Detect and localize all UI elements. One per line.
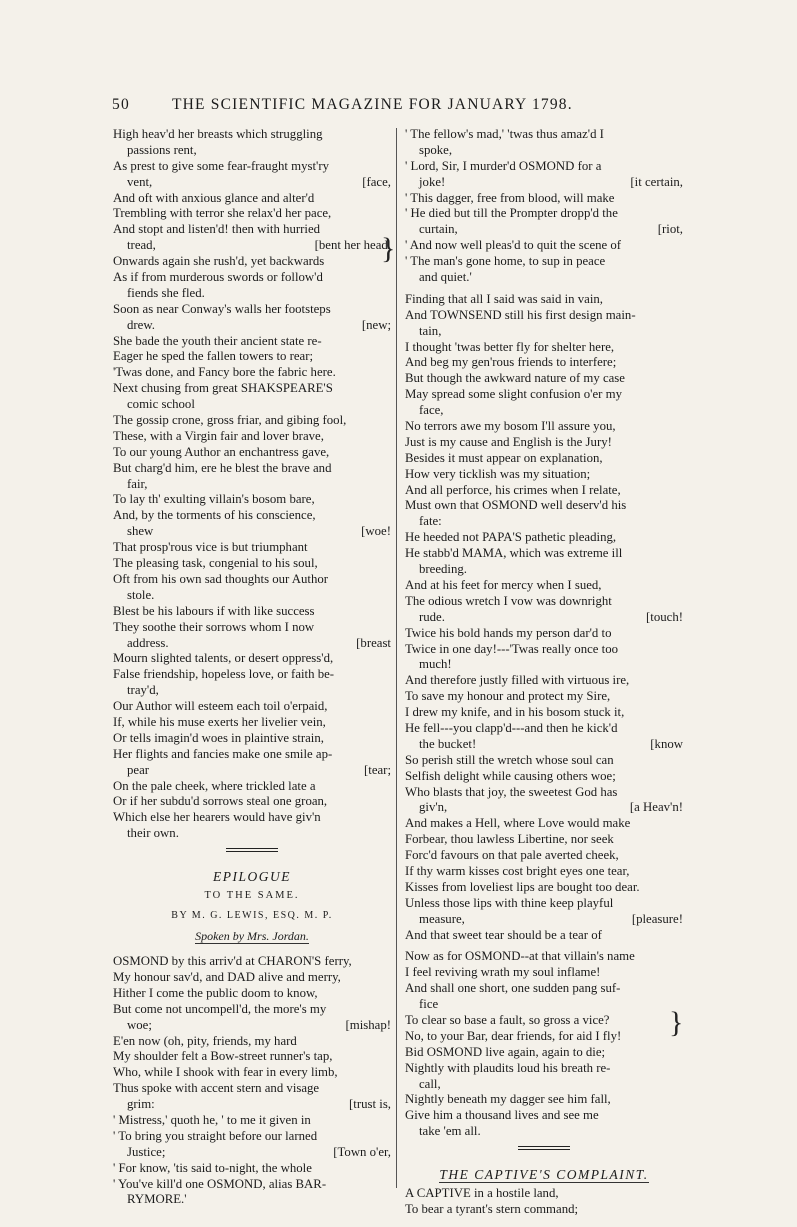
verse-line (113, 572, 391, 588)
verse-line (113, 159, 391, 175)
verse-text: and quiet.' (419, 270, 472, 285)
verse-line (113, 604, 391, 620)
verse-text: Trembling with terror she relax'd her pace, (113, 206, 332, 221)
verse-text: And all perforce, his crimes when I relate, (405, 482, 621, 497)
verse-text: ' He died but till the Prompter dropp'd the (405, 206, 618, 221)
verse-text: And makes a Hell, where Love would make (405, 816, 631, 831)
verse-line (113, 286, 391, 302)
verse-line (405, 498, 683, 514)
verse-line (405, 997, 683, 1013)
verse-line (405, 642, 683, 658)
verse-text: tread, (127, 238, 156, 253)
verse-line (405, 928, 683, 944)
verse-line (113, 1129, 391, 1145)
verse-line (405, 753, 683, 769)
verse-text: A CAPTIVE in a hostile land, (405, 1186, 559, 1201)
verse-turnover: [tear; (364, 762, 391, 777)
epilogue-spoken-by: Spoken by Mrs. Jordan. (195, 929, 309, 944)
verse-text: Selfish delight while causing others woe; (405, 768, 616, 783)
verse-line (405, 467, 683, 483)
verse-text: Forbear, thou lawless Libertine, nor seek (405, 832, 614, 847)
verse-line (113, 302, 391, 318)
verse-line (113, 667, 391, 683)
verse-line (113, 429, 391, 445)
verse-text: Unless those lips with thine keep playful (405, 895, 614, 910)
verse-line (113, 492, 391, 508)
verse-line (405, 1186, 683, 1202)
verse-line (405, 769, 683, 785)
verse-line (113, 238, 391, 254)
verse-line (405, 435, 683, 451)
verse-text: fair, (127, 476, 148, 491)
verse-line (405, 1029, 683, 1045)
verse-text: pear (127, 762, 150, 777)
verse-line (405, 451, 683, 467)
verse-line (405, 159, 683, 175)
verse-line (113, 1018, 391, 1034)
verse-text: And at his feet for mercy when I sued, (405, 577, 602, 592)
verse-line (405, 371, 683, 387)
verse-line (405, 1061, 683, 1077)
verse-line (405, 785, 683, 801)
verse-text: Thus spoke with accent stern and visage (113, 1081, 320, 1096)
verse-line (405, 546, 683, 562)
verse-line (113, 1049, 391, 1065)
epilogue-continued-narrative (405, 292, 683, 944)
verse-text: To lay th' exulting villain's bosom bare, (113, 492, 315, 507)
verse-line (405, 848, 683, 864)
verse-text: And oft with anxious glance and alter'd (113, 190, 315, 205)
verse-text: If thy warm kisses cost bright eyes one tear, (405, 863, 630, 878)
verse-text: That prosp'rous vice is but triumphant (113, 540, 308, 555)
verse-text: I feel reviving wrath my soul inflame! (405, 965, 601, 980)
verse-line (405, 355, 683, 371)
verse-text: Just is my cause and English is the Jury! (405, 434, 612, 449)
epilogue-poem (113, 954, 391, 1208)
verse-line (113, 651, 391, 667)
verse-text: ' You've kill'd one OSMOND, alias BAR- (113, 1176, 327, 1191)
verse-line (405, 127, 683, 143)
verse-text: Blest be his labours if with like success (113, 603, 315, 618)
verse-line (113, 1145, 391, 1161)
verse-line (405, 1124, 683, 1140)
verse-line (405, 981, 683, 997)
verse-line (405, 705, 683, 721)
verse-text: Who blasts that joy, the sweetest God has (405, 784, 618, 799)
column-divider (396, 128, 397, 1188)
verse-line (113, 365, 391, 381)
verse-text: fate: (419, 514, 442, 529)
verse-text: ' The man's gone home, to sup in peace (405, 254, 606, 269)
verse-text: Or tells imagin'd woes in plaintive strain, (113, 730, 324, 745)
verse-text: woe; (127, 1017, 152, 1032)
section-rule-2 (405, 1146, 683, 1160)
verse-line (405, 1013, 683, 1029)
verse-text: Eager he sped the fallen towers to rear; (113, 349, 314, 364)
brace-mark-right: } (669, 1006, 684, 1039)
verse-text: So perish still the wretch whose soul can (405, 752, 614, 767)
verse-text: OSMOND by this arriv'd at CHARON'S ferry, (113, 954, 352, 969)
verse-text: comic school (127, 397, 195, 412)
verse-text: ' Mistress,' quoth he, ' to me it given in (113, 1112, 311, 1127)
verse-line (113, 1097, 391, 1113)
running-title: THE SCIENTIFIC MAGAZINE FOR JANUARY 1798. (172, 96, 573, 113)
verse-line (113, 731, 391, 747)
verse-line (405, 1092, 683, 1108)
verse-line (405, 610, 683, 626)
verse-line (113, 445, 391, 461)
verse-line (113, 699, 391, 715)
epilogue-conclusion (405, 949, 683, 1140)
verse-line (405, 594, 683, 610)
verse-text: take 'em all. (419, 1124, 481, 1139)
verse-line (113, 556, 391, 572)
verse-text: High heav'd her breasts which struggling (113, 127, 323, 141)
verse-text: My honour sav'd, and DAD alive and merry, (113, 969, 341, 984)
verse-line (113, 222, 391, 238)
verse-line (405, 832, 683, 848)
verse-text: Twice in one day!---'Twas really once too (405, 641, 618, 656)
verse-text: call, (419, 1076, 441, 1091)
verse-line (405, 387, 683, 403)
verse-line (113, 143, 391, 159)
verse-text: Our Author will esteem each toil o'erpaid, (113, 699, 328, 714)
verse-text: No, to your Bar, dear friends, for aid I fly! (405, 1028, 622, 1043)
verse-turnover: [face, (362, 174, 391, 189)
verse-turnover: [new; (361, 317, 391, 332)
verse-turnover: [mishap! (345, 1017, 391, 1032)
verse-line (405, 949, 683, 965)
verse-line (405, 1202, 683, 1218)
verse-line (113, 349, 391, 365)
verse-text: fice (419, 997, 439, 1012)
verse-line (405, 324, 683, 340)
verse-text: The pleasing task, congenial to his soul, (113, 556, 318, 571)
verse-line (405, 530, 683, 546)
verse-line (113, 810, 391, 826)
verse-line (113, 524, 391, 540)
verse-turnover: [bent her head, (314, 238, 391, 253)
verse-line (405, 626, 683, 642)
verse-text: fiends she fled. (127, 285, 205, 300)
verse-text: But though the awkward nature of my case (405, 371, 625, 386)
verse-text: These, with a Virgin fair and lover brave, (113, 428, 324, 443)
verse-text: Nightly with plaudits loud his breath re- (405, 1060, 611, 1075)
verse-text: And shall one short, one sudden pang suf- (405, 981, 621, 996)
verse-line (405, 689, 683, 705)
verse-line (405, 880, 683, 896)
verse-text: rude. (419, 609, 445, 624)
verse-text: face, (419, 403, 444, 418)
verse-text: Her flights and fancies make one smile ap- (113, 746, 333, 761)
section-rule (113, 848, 391, 862)
verse-text: I drew my knife, and in his bosom stuck it, (405, 705, 625, 720)
verse-line (405, 238, 683, 254)
verse-line (405, 308, 683, 324)
verse-line (405, 143, 683, 159)
verse-text: As prest to give some fear-fraught myst'ry (113, 158, 329, 173)
verse-text: To save my honour and protect my Sire, (405, 689, 611, 704)
verse-line (113, 540, 391, 556)
verse-line (113, 1192, 391, 1208)
verse-line (113, 477, 391, 493)
verse-line (113, 588, 391, 604)
verse-line (405, 340, 683, 356)
verse-line (405, 912, 683, 928)
verse-text: E'en now (oh, pity, friends, my hard (113, 1033, 297, 1048)
verse-line (405, 175, 683, 191)
verse-text: passions rent, (127, 142, 197, 157)
verse-text: Soon as near Conway's walls her footsteps (113, 301, 331, 316)
verse-line (405, 816, 683, 832)
verse-line (405, 1077, 683, 1093)
verse-text: Forc'd favours on that pale averted cheek, (405, 848, 619, 863)
right-column (405, 127, 683, 1218)
verse-text: Onwards again she rush'd, yet backwards (113, 254, 325, 269)
verse-text: grim: (127, 1097, 155, 1112)
verse-line (113, 397, 391, 413)
verse-line (405, 562, 683, 578)
verse-line (405, 896, 683, 912)
verse-line (113, 1034, 391, 1050)
verse-text: My shoulder felt a Bow-street runner's tap, (113, 1049, 333, 1064)
verse-text: False friendship, hopeless love, or faith be- (113, 667, 335, 682)
verse-text: Twice his bold hands my person dar'd to (405, 625, 612, 640)
verse-line (405, 191, 683, 207)
verse-text: measure, (419, 911, 465, 926)
verse-line (113, 1177, 391, 1193)
verse-text: May spread some slight confusion o'er my (405, 387, 622, 402)
verse-text: tain, (419, 323, 442, 338)
verse-text: They soothe their sorrows whom I now (113, 619, 315, 634)
verse-text: their own. (127, 826, 179, 841)
verse-text: Hither I come the public doom to know, (113, 985, 318, 1000)
verse-line (113, 127, 391, 143)
verse-turnover: [Town o'er, (333, 1144, 391, 1159)
prologue-poem (113, 127, 391, 842)
verse-line (405, 737, 683, 753)
verse-turnover: [it certain, (630, 174, 683, 189)
verse-text: breeding. (419, 562, 467, 577)
verse-line (113, 1113, 391, 1129)
verse-text: drew. (127, 317, 155, 332)
verse-text: The odious wretch I vow was downright (405, 593, 612, 608)
verse-line (113, 318, 391, 334)
verse-line (113, 794, 391, 810)
verse-line (113, 413, 391, 429)
left-column (113, 127, 391, 1208)
verse-text: She bade the youth their ancient state re- (113, 333, 322, 348)
verse-turnover: [riot, (657, 222, 683, 237)
verse-line (405, 222, 683, 238)
verse-text: To our young Author an enchantress gave, (113, 444, 330, 459)
verse-line (405, 483, 683, 499)
verse-text: And TOWNSEND still his first design main- (405, 307, 636, 322)
verse-text: To clear so base a fault, so gross a vice? (405, 1012, 610, 1027)
verse-text: As if from murderous swords or follow'd (113, 270, 323, 285)
verse-text: Besides it must appear on explanation, (405, 450, 603, 465)
verse-line (113, 1002, 391, 1018)
verse-text: ' And now well pleas'd to quit the scene of (405, 238, 622, 253)
captive-title: THE CAPTIVE'S COMPLAINT. (439, 1167, 649, 1183)
verse-line (405, 1045, 683, 1061)
page-header (112, 96, 692, 120)
verse-line (405, 1108, 683, 1124)
verse-turnover: [know (650, 736, 683, 751)
verse-text: Mourn slighted talents, or desert oppress'd, (113, 651, 334, 666)
epilogue-title: EPILOGUE (213, 869, 291, 885)
verse-line (405, 965, 683, 981)
verse-text: And that sweet tear should be a tear of (405, 927, 602, 942)
verse-text: Justice; (127, 1144, 166, 1159)
verse-turnover: [woe! (361, 524, 391, 539)
verse-text: He fell---you clapp'd---and then he kick'd (405, 720, 618, 735)
verse-text: 'Twas done, and Fancy bore the fabric here. (113, 365, 336, 380)
verse-text: He stabb'd MAMA, which was extreme ill (405, 546, 623, 561)
verse-line (113, 636, 391, 652)
verse-text: And therefore justly filled with virtuous ire, (405, 673, 630, 688)
verse-line (405, 578, 683, 594)
verse-text: And, by the torments of his conscience, (113, 508, 316, 523)
verse-text: ' To bring you straight before our larned (113, 1128, 318, 1143)
verse-line (113, 826, 391, 842)
verse-text: vent, (127, 174, 153, 189)
verse-text: Which else her hearers would have giv'n (113, 810, 321, 825)
verse-text: stole. (127, 587, 155, 602)
verse-line (113, 779, 391, 795)
verse-text: Next chusing from great SHAKSPEARE'S (113, 381, 333, 396)
verse-text: Now as for OSMOND--at that villain's name (405, 949, 635, 964)
verse-text: And beg my gen'rous friends to interfere; (405, 355, 617, 370)
verse-line (113, 508, 391, 524)
verse-line (113, 461, 391, 477)
epilogue-continued-dialogue (405, 127, 683, 286)
verse-text: On the pale cheek, where trickled late a (113, 778, 316, 793)
verse-line (113, 1065, 391, 1081)
verse-text: ' For know, 'tis said to-night, the whole (113, 1160, 312, 1175)
verse-text: address. (127, 635, 169, 650)
verse-line (113, 270, 391, 286)
verse-text: No terrors awe my bosom I'll assure you, (405, 419, 616, 434)
verse-turnover: [trust is, (349, 1097, 391, 1112)
epilogue-subtitle: TO THE SAME. (204, 890, 300, 902)
verse-text: the bucket! (419, 736, 477, 751)
verse-text: shew (127, 524, 154, 539)
verse-line (405, 206, 683, 222)
verse-line (405, 403, 683, 419)
verse-text: joke! (419, 174, 446, 189)
verse-text: Nightly beneath my dagger see him fall, (405, 1092, 611, 1107)
verse-line (113, 986, 391, 1002)
verse-text: I thought 'twas better fly for shelter here, (405, 339, 615, 354)
verse-text: giv'n, (419, 800, 448, 815)
verse-turnover: [breast (356, 635, 391, 650)
verse-turnover: [pleasure! (631, 911, 683, 926)
verse-line (113, 683, 391, 699)
verse-turnover: [a Heav'n! (629, 800, 683, 815)
verse-line (113, 1081, 391, 1097)
verse-line (405, 292, 683, 308)
verse-line (113, 334, 391, 350)
verse-text: Bid OSMOND live again, again to die; (405, 1044, 606, 1059)
verse-line (113, 620, 391, 636)
verse-text: RYMORE.' (127, 1192, 187, 1207)
verse-text: Must own that OSMOND well deserv'd his (405, 498, 627, 513)
verse-text: Kisses from loveliest lips are bought too dear. (405, 879, 640, 894)
verse-line (113, 954, 391, 970)
verse-line (405, 673, 683, 689)
verse-text: If, while his muse exerts her livelier vein, (113, 714, 326, 729)
verse-line (113, 191, 391, 207)
verse-text: The gossip crone, gross friar, and gibing fool, (113, 413, 347, 428)
verse-line (405, 657, 683, 673)
verse-line (113, 747, 391, 763)
verse-line (113, 175, 391, 191)
verse-line (113, 763, 391, 779)
verse-text: And stopt and listen'd! then with hurried (113, 222, 321, 237)
verse-line (405, 514, 683, 530)
epilogue-byline: BY M. G. LEWIS, ESQ. M. P. (171, 910, 333, 922)
captive-poem (405, 1186, 683, 1218)
verse-line (113, 381, 391, 397)
verse-text: Who, while I shook with fear in every limb, (113, 1065, 338, 1080)
page-number: 50 (112, 96, 130, 113)
verse-text: spoke, (419, 142, 453, 157)
verse-text: Give him a thousand lives and see me (405, 1108, 599, 1123)
verse-text: ' Lord, Sir, I murder'd OSMOND for a (405, 158, 602, 173)
verse-text: He heeded not PAPA'S pathetic pleading, (405, 530, 617, 545)
brace-mark-left: } (381, 232, 396, 265)
verse-text: Or if her subdu'd sorrows steal one groan, (113, 794, 328, 809)
verse-line (405, 800, 683, 816)
verse-text: ' This dagger, free from blood, will make (405, 190, 615, 205)
verse-text: Finding that all I said was said in vain, (405, 291, 603, 306)
verse-line (405, 254, 683, 270)
verse-text: ' The fellow's mad,' 'twas thus amaz'd I (405, 127, 604, 141)
verse-line (113, 206, 391, 222)
verse-line (113, 254, 391, 270)
verse-line (405, 419, 683, 435)
verse-line (113, 970, 391, 986)
verse-text: curtain, (419, 222, 458, 237)
verse-text: But come not uncompell'd, the more's my (113, 1001, 327, 1016)
verse-text: How very ticklish was my situation; (405, 466, 591, 481)
verse-line (113, 715, 391, 731)
verse-text: Oft from his own sad thoughts our Author (113, 571, 329, 586)
verse-text: To bear a tyrant's stern command; (405, 1202, 579, 1216)
verse-text: But charg'd him, ere he blest the brave and (113, 460, 332, 475)
verse-text: much! (419, 657, 452, 672)
verse-text: tray'd, (127, 683, 159, 698)
verse-line (405, 721, 683, 737)
verse-line (113, 1161, 391, 1177)
verse-line (405, 270, 683, 286)
verse-line (405, 864, 683, 880)
verse-turnover: [touch! (646, 609, 683, 624)
